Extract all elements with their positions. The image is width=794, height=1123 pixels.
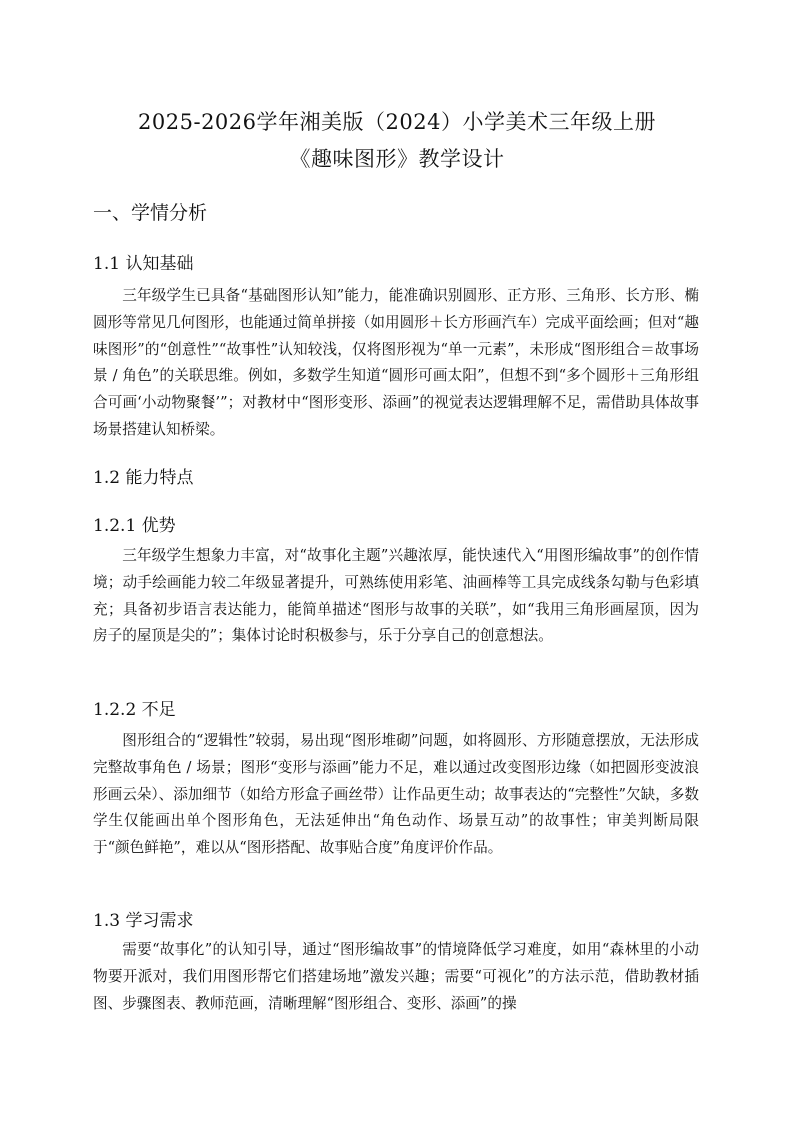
subsection-heading-weaknesses: 1.2.2 不足	[93, 700, 176, 720]
paragraph-weaknesses: 图形组合的“逻辑性”较弱，易出现“图形堆砌”问题，如将圆形、方形随意摆放，无法形成完整故事角色 / 场景；图形“变形与添画”能力不足，难以通过改变图形边缘（如把圆形变波浪形画云朵）、添加细节（如给方形盒子画丝带）让作品更生动；故事表达的“完整性”欠缺，多数学生仅能画出单个图形角色，无法延伸出“角色动作、场景互动”的故事性；审美判断局限于“颜色鲜艳”，难以从“图形搭配、故事贴合度”角度评价作品。	[93, 732, 699, 857]
subsection-heading-cognitive-basis: 1.1 认知基础	[93, 254, 194, 274]
section-heading-learning-analysis: 一、学情分析	[93, 202, 208, 224]
paragraph-learning-needs: 需要“故事化”的认知引导，通过“图形编故事”的情境降低学习难度，如用“森林里的小动物要开派对，我们用图形帮它们搭建场地”激发兴趣；需要“可视化”的方法示范，借助教材插图、步骤图表、教师范画，清晰理解“图形组合、变形、添画”的操	[93, 941, 699, 1012]
document-title-line1: 2025-2026学年湘美版（2024）小学美术三年级上册	[138, 110, 656, 134]
subsection-heading-ability-traits: 1.2 能力特点	[93, 468, 194, 488]
paragraph-strengths: 三年级学生想象力丰富，对“故事化主题”兴趣浓厚，能快速代入“用图形编故事”的创作情境；动手绘画能力较二年级显著提升，可熟练使用彩笔、油画棒等工具完成线条勾勒与色彩填充；具备初步语言表达能力，能简单描述“图形与故事的关联”，如“我用三角形画屋顶，因为房子的屋顶是尖的”；集体讨论时积极参与，乐于分享自己的创意想法。	[93, 547, 699, 645]
subsection-heading-learning-needs: 1.3 学习需求	[93, 911, 194, 931]
paragraph-cognitive-basis: 三年级学生已具备“基础图形认知”能力，能准确识别圆形、正方形、三角形、长方形、椭圆形等常见几何图形，也能通过简单拼接（如用圆形＋长方形画汽车）完成平面绘画；但对“趣味图形”的“创意性”“故事性”认知较浅，仅将图形视为“单一元素”，未形成“图形组合＝故事场景 / 角色”的关联思维。例如，多数学生知道“圆形可画太阳”，但想不到“多个圆形＋三角形组合可画‘小动物聚餐’”；对教材中“图形变形、添画”的视觉表达逻辑理解不足，需借助具体故事场景搭建认知桥梁。	[93, 287, 699, 438]
document-title-line2: 《趣味图形》教学设计	[289, 147, 505, 171]
subsection-heading-strengths: 1.2.1 优势	[93, 516, 176, 536]
